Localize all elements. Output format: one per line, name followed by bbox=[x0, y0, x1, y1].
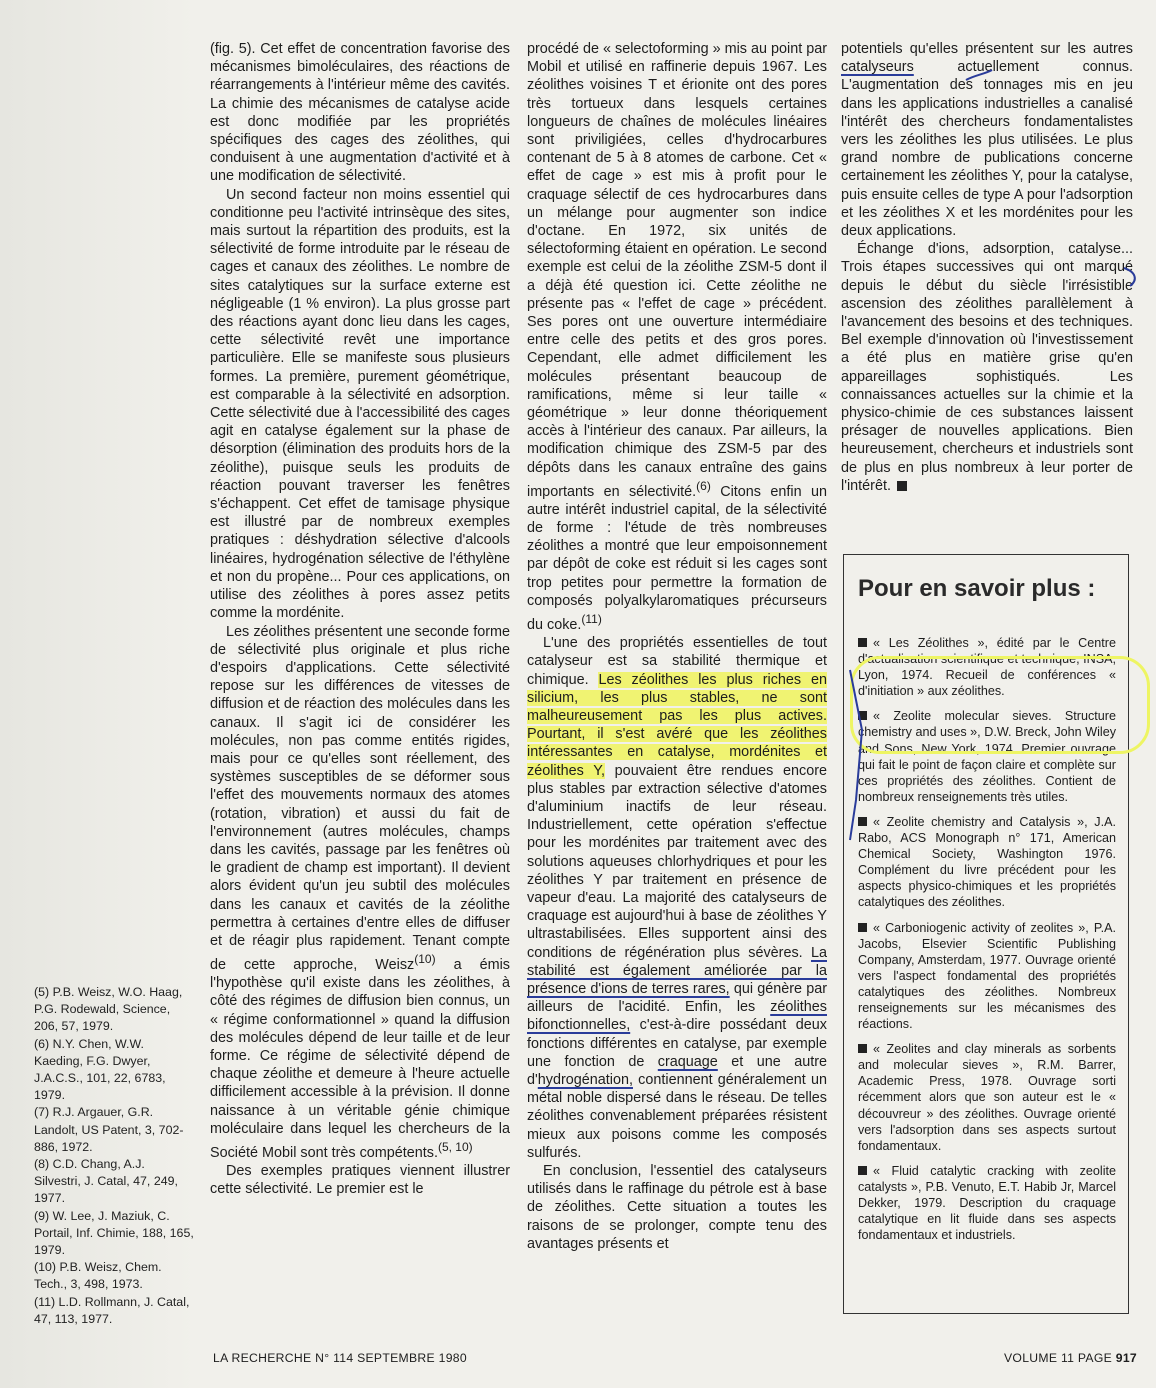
paragraph-text: L'une des propriétés essentielles de tout catalyseur est sa stabilité thermique et chimique. bbox=[527, 635, 827, 688]
paragraph-text: Trois étapes successives qui ont marqué depuis le début du siècle l'irrésistible ascension des zéolithes parallèlement à l'avancement des besoins et des techniques. Bel exemple d'innovation où l'investissement a été plus en matière grise qu'en appareillages sophistiqués. Les connaissances actuelles sur la chimie et la physico-chimie de ces substances laissent présager de nouvelles applications. Bien heureusement, chercheurs et industriels sont de plus en plus nombreux à leur porter de l'intérêt. bbox=[841, 259, 1133, 494]
paragraph: Un second facteur non moins essentiel qui conditionne peu l'activité intrinsèque des sites, mais surtout la répartition des produits, est la sélectivité de forme introduite par le réseau de cages et canaux des zéolithes. Le nombre de sites catalytiques sur la surface externe est négligeable (1 % environ). La plus grosse part des réactions ayant donc lieu dans les cages, cette sélectivité revêt une importance particulière. Elle se manifeste sous plusieurs formes. La première, purement géométrique, est comparable à la sélectivité en adsorption. Cette sélectivité due à l'accessibilité des cages agit en catalyse également sur la phase de désorption (élimination des produits hors de la zéolithe), puisque seuls les produits de réaction pouvant traverser les fenêtres s'échappent. Cet effet de tamisage physique est illustré par de nombreux exemples pratiques : déshydration sélective d'alcools linéaires, hydrogénation sélective de l'éthylène et non du propène... Pour ces applications, on utilise des zéolithes à pores assez petits comme la mordénite. bbox=[210, 186, 510, 622]
underlined-passage: craquage bbox=[657, 1053, 718, 1070]
paragraph-text: procédé de « selectoforming » mis au point par Mobil et utilisé en raffinerie depuis 1967. Les zéolithes voisines T et érionite ont des pores très tortueux dans lesquels certaines longueurs de chaînes de molécules linéaires sont priviligiées, celles d'hydrocarbures contenant de 5 à 8 atomes de carbone. Cet « effet de cage » est mis à profit pour le craquage sélectif de ces hydrocarbures dans un mélange pour augmenter son indice d'octane. En 1972, six unités de sélectoforming étaient en opération. Le second exemple est celui de la zéolithe ZSM-5 dont il a déjà été question ici. Cette zéolithe ne présente pas « l'effet de cage » précédent. Ses pores ont une ouverture intermédiaire entre celle des petits et des gros pores. Cependant, elle admet difficilement les molécules présentant beaucoup de ramifications, même si leur taille « géométrique » leur donne théoriquement accès à l'intérieur des canaux. Par ailleurs, la modification chimique des ZSM-5 par des dépôts dans les canaux entraîne des gains importants en sélectivité. bbox=[527, 41, 827, 500]
paragraph-text: Les zéolithes présentent une seconde forme de sélectivité plus originale et plus riche d'espoirs d'applications. Cette sélectivité repose sur les différences de vitesses de diffusion et de réaction des molécules dans les canaux. Il s'agit ici de considérer les molécules, non pas comme entités rigides, mais pour ce qu'elles sont réellement, des systèmes susceptibles de se déformer sous l'effet des mouvements normaux des atomes (rotation, vibration) et aussi du fait de l'environnement (autres molécules, champs dans les cavités, passage par les fenêtres où le gradient de champ est important). Il devient alors évident qu'un jeu subtil des molécules dans les canaux et cavités de la zéolithe permettra à certaines d'entre elles de diffuser et de réagir plus rapidement. Tenant compte de cette approche, Weisz bbox=[210, 623, 510, 973]
paragraph-text: actuellement connus. L'augmentation des tonnages mis en jeu dans les applications industrielles a canalisé l'intérêt des chercheurs fondamentalistes vers les zéolithes les plus utilisées. Le plus grand nombre de publications concerne certainement les zéolithes Y, pour la catalyse, puis ensuite celles de type A pour l'adsorption et les zéolithes X et les mordénites pour les deux applications. bbox=[841, 59, 1133, 240]
reading-item-text: « Les Zéolithes », édité par le Centre d'actualisation scientifique et technique, INSA, Lyon, 1974. Recueil de conférences « d'initiation » aux zéolithes. bbox=[858, 636, 1116, 699]
reading-item-text: « Carboniogenic activity of zeolites », P.A. Jacobs, Elsevier Scientific Publishing Company, Amsterdam, 1977. Ouvrage orienté vers l'aspect fondamental des propriétés catalytiques des zéolithes. Nombreux renseignements sur les mécanismes des réactions. bbox=[858, 920, 1116, 1032]
citation-ref: (11) bbox=[581, 612, 602, 627]
pen-bracket-mark bbox=[1124, 268, 1135, 286]
citation-ref: (5, 10) bbox=[437, 1139, 473, 1154]
journal-footer: LA RECHERCHE N° 114 SEPTEMBRE 1980 bbox=[213, 1351, 467, 1365]
volume-label: VOLUME 11 PAGE bbox=[1004, 1351, 1113, 1365]
reference-item: (10) P.B. Weisz, Chem. Tech., 3, 498, 1973. bbox=[34, 1260, 162, 1292]
citation-ref: (6) bbox=[696, 478, 711, 493]
reference-item: (6) N.Y. Chen, W.W. Kaeding, F.G. Dwyer, J.A.C.S., 101, 22, 6783, 1979. bbox=[34, 1036, 166, 1103]
reading-item-text: « Fluid catalytic cracking with zeolite catalysts », P.B. Venuto, E.T. Habib Jr, Marcel Dekker, 1979. Description du craquage catalytique en lit fluide dans ses aspects fondamentaux et industriels. bbox=[858, 1163, 1116, 1243]
paragraph-text: c'est-à-dire possédant deux fonctions différentes en catalyse, par exemple une fonction de bbox=[527, 1017, 827, 1070]
citation-ref: (10) bbox=[414, 952, 436, 967]
reading-item-text: « Zeolite molecular sieves. Structure chemistry and uses », D.W. Breck, John Wiley and Sons, New York, 1974. Premier ouvrage qui fait le point de façon claire et complète sur ces propriétés des zéolithes. Contient de nombreux renseignements très utiles. bbox=[858, 709, 1116, 804]
reading-item-text: « Zeolite chemistry and Catalysis », J.A. Rabo, ACS Monograph n° 171, American Chemical Society, Washington 1976. Complément du livre précédent pour les aspects physico-chimiques et les propriétés catalytiques des zéolithes. bbox=[858, 814, 1116, 910]
reference-item: (7) R.J. Argauer, G.R. Landolt, US Patent, 3, 702-886, 1972. bbox=[34, 1105, 184, 1154]
underlined-passage: catalyseurs bbox=[841, 59, 914, 76]
section-lead-in: Échange d'ions, adsorption, catalyse... bbox=[857, 241, 1133, 258]
underlined-passage: zéolithes bifonctionnelles, bbox=[527, 999, 827, 1034]
paragraph: (fig. 5). Cet effet de concentration favorise des mécanismes bimoléculaires, des réactions de réarrangements à l'intérieur même des cavités. La chimie des mécanismes de catalyse acide est donc modifiée par les propriétés spécifiques des cages des zéolithes, qui conduisent à une augmentation d'activité et à une modification de sélectivité. bbox=[210, 41, 510, 185]
underlined-passage: La stabilité est également améliorée par la présence d'ions de terres rares, bbox=[527, 944, 827, 997]
underlined-passage: hydrogénation, bbox=[537, 1071, 633, 1088]
paragraph-text: qui génère par ailleurs de l'acidité. Enfin, les bbox=[527, 980, 828, 1016]
reference-item: (11) L.D. Rollmann, J. Catal, 47, 113, 1977. bbox=[34, 1294, 190, 1326]
box-title: Pour en savoir plus : bbox=[858, 575, 1096, 602]
page-number-footer bbox=[1004, 1351, 1137, 1365]
pen-underline-stroke bbox=[966, 70, 992, 80]
paragraph: En conclusion, l'essentiel des catalyseurs utilisés dans le raffinage du pétrole est à base de zéolithes. Cette situation a toutes les raisons de se prolonger, compte tenu des avantages présents et bbox=[527, 1162, 827, 1252]
reference-list bbox=[34, 984, 194, 1328]
paragraph-text: contiennent généralement un métal noble dispersé dans le réseau. De telles zéolithes convenablement préparées résistent mieux aux poisons comme les composés sulfurés. bbox=[527, 1071, 827, 1161]
reference-item: (9) W. Lee, J. Maziuk, C. Portail, Inf. Chimie, 188, 165, 1979. bbox=[34, 1208, 194, 1258]
reading-item-text: « Zeolites and clay minerals as sorbents and molecular sieves », R.M. Barrer, Academic Press, 1978. Ouvrage sorti récemment alors que son auteur est le « découvreur » des zéolithes. Ouvrage orienté vers l'adsorption dans ses aspects surtout fondamentaux. bbox=[858, 1042, 1116, 1153]
paragraph-text: a émis l'hypothèse qu'il existe dans les zéolithes, à côté des régimes de diffusion bien connus, un « régime conformationnel » quand la diffusion des molécules dépend de leur taille et de leur forme. Ce régime de sélectivité dépend de chaque zéolithe et demeure à l'heure actuelle difficilement accessible à la prévision. Il donne naissance à un véritable génie chimique moléculaire dans lequel les chercheurs de la Société Mobil sont très compétents. bbox=[210, 956, 511, 1161]
paragraph-text: pouvaient être rendues encore plus stables par extraction sélective d'atomes d'aluminium inactifs de leur réseau. Industriellement, cette opération s'effectue pour les mordénites par traitement avec des solutions aqueuses chlorhydriques et pour les zéolithes Y par traitement en présence de vapeur d'eau. La majorité des catalyseurs de craquage est aujourd'hui à base de zéolithes Y ultrastabilisées. Elles supportent ainsi des conditions de régénération plus sévères. bbox=[527, 762, 827, 961]
paragraph-text: et une autre d' bbox=[527, 1053, 827, 1088]
paragraph: Des exemples pratiques viennent illustrer cette sélectivité. Le premier est le bbox=[210, 1162, 510, 1198]
pen-margin-line bbox=[850, 670, 862, 840]
reference-item: (8) C.D. Chang, A.J. Silvestri, J. Catal, 47, 249, 1977. bbox=[34, 1157, 178, 1206]
paragraph-text: Citons enfin un autre intérêt industriel capital, de la sélectivité de forme : l'étude de très nombreuses zéolithes a montré que leur empoisonnement par dépôt de coke est réduit si les cages sont trop petites pour permettre la formation de composés polyalkylaromatiques précurseurs du coke. bbox=[527, 483, 827, 633]
page-number: 917 bbox=[1115, 1351, 1137, 1365]
reference-item: (5) P.B. Weisz, W.O. Haag, P.G. Rodewald, Science, 206, 57, 1979. bbox=[34, 985, 183, 1034]
highlighted-passage: Les zéolithes les plus riches en silicium, les plus stables, ne sont malheureusement pas les plus actives. Pourtant, il s'est avéré que les zéolithes intéressantes en catalyse, mordénites et zéolithes Y, bbox=[527, 671, 827, 779]
paragraph-text: potentiels qu'elles présentent sur les autres bbox=[841, 41, 1133, 57]
